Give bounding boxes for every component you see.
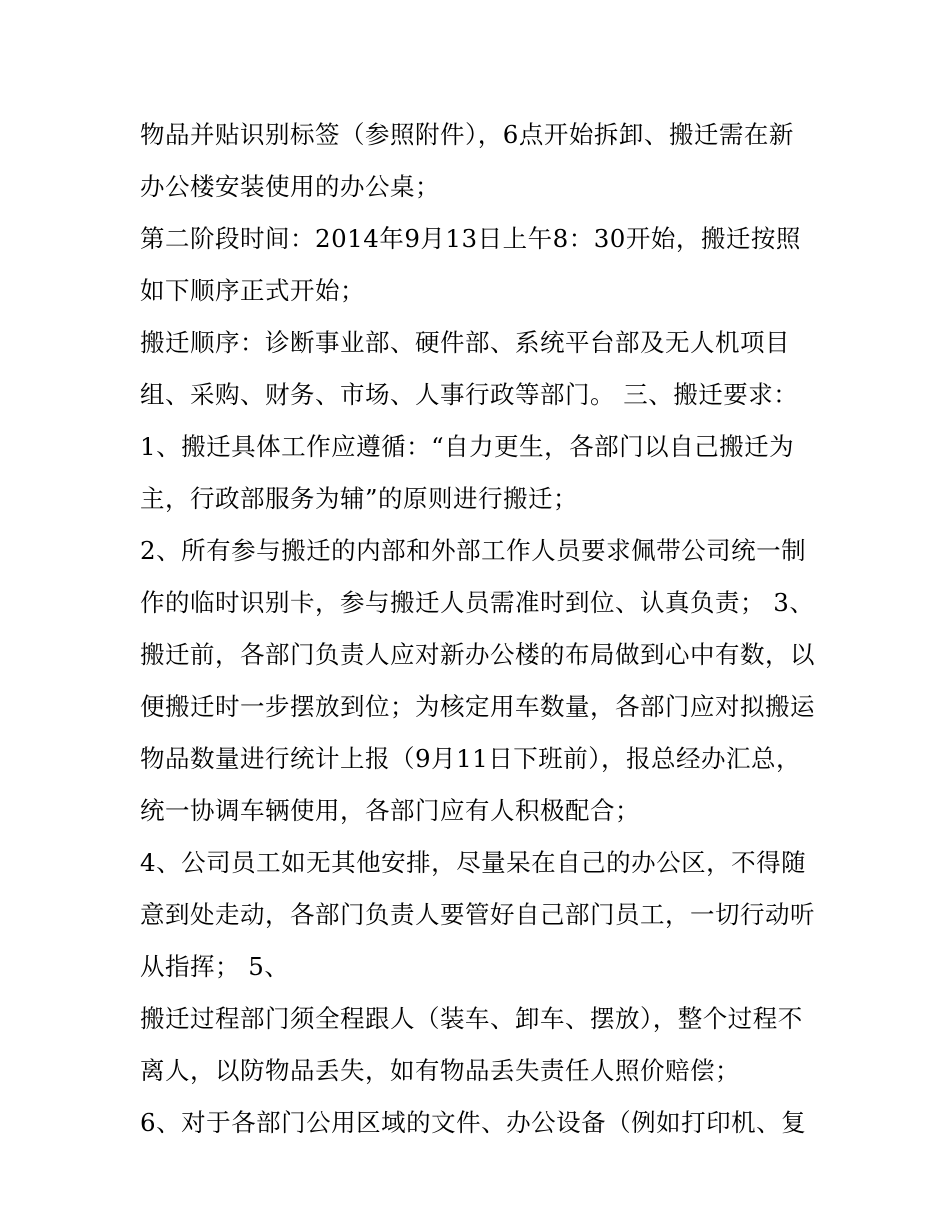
- text-line: 物品数量进行统计上报（9月11日下班前），报总经办汇总，: [140, 744, 802, 773]
- text-line: 物品并贴识别标签（参照附件），6点开始拆卸、搬迁需在新: [140, 120, 794, 149]
- text-line: 离人，以防物品丢失，如有物品丢失责任人照价赔偿；: [140, 1056, 740, 1085]
- text-line: 搬迁前，各部门负责人应对新办公楼的布局做到心中有数，以: [140, 640, 815, 669]
- text-line: 意到处走动，各部门负责人要管好自己部门员工，一切行动听: [140, 900, 815, 929]
- text-line: 第二阶段时间：2014年9月13日上午8：30开始，搬迁按照: [140, 224, 801, 253]
- text-line: 6、对于各部门公用区域的文件、办公设备（例如打印机、复: [140, 1108, 807, 1137]
- text-line: 从指挥； 5、: [140, 952, 290, 981]
- text-line: 组、采购、财务、市场、人事行政等部门。 三、搬迁要求：: [140, 380, 799, 409]
- text-line: 4、公司员工如无其他安排，尽量呆在自己的办公区，不得随: [140, 848, 807, 877]
- document-body: [140, 109, 830, 1149]
- text-line: 办公楼安装使用的办公桌；: [140, 172, 440, 201]
- text-line: 2、所有参与搬迁的内部和外部工作人员要求佩带公司统一制: [140, 536, 807, 565]
- text-line: 1、搬迁具体工作应遵循：“自力更生，各部门以自己搬迁为: [140, 432, 795, 461]
- text-line: 搬迁顺序：诊断事业部、硬件部、系统平台部及无人机项目: [140, 328, 790, 357]
- text-line: 便搬迁时一步摆放到位；为核定用车数量，各部门应对拟搬运: [140, 692, 815, 721]
- text-line: 作的临时识别卡，参与搬迁人员需准时到位、认真负责； 3、: [140, 588, 815, 617]
- text-line: 如下顺序正式开始；: [140, 276, 365, 305]
- text-line: 统一协调车辆使用，各部门应有人积极配合；: [140, 796, 640, 825]
- text-line: 搬迁过程部门须全程跟人（装车、卸车、摆放），整个过程不: [140, 1004, 803, 1033]
- text-line: 主，行政部服务为辅”的原则进行搬迁；: [140, 484, 579, 513]
